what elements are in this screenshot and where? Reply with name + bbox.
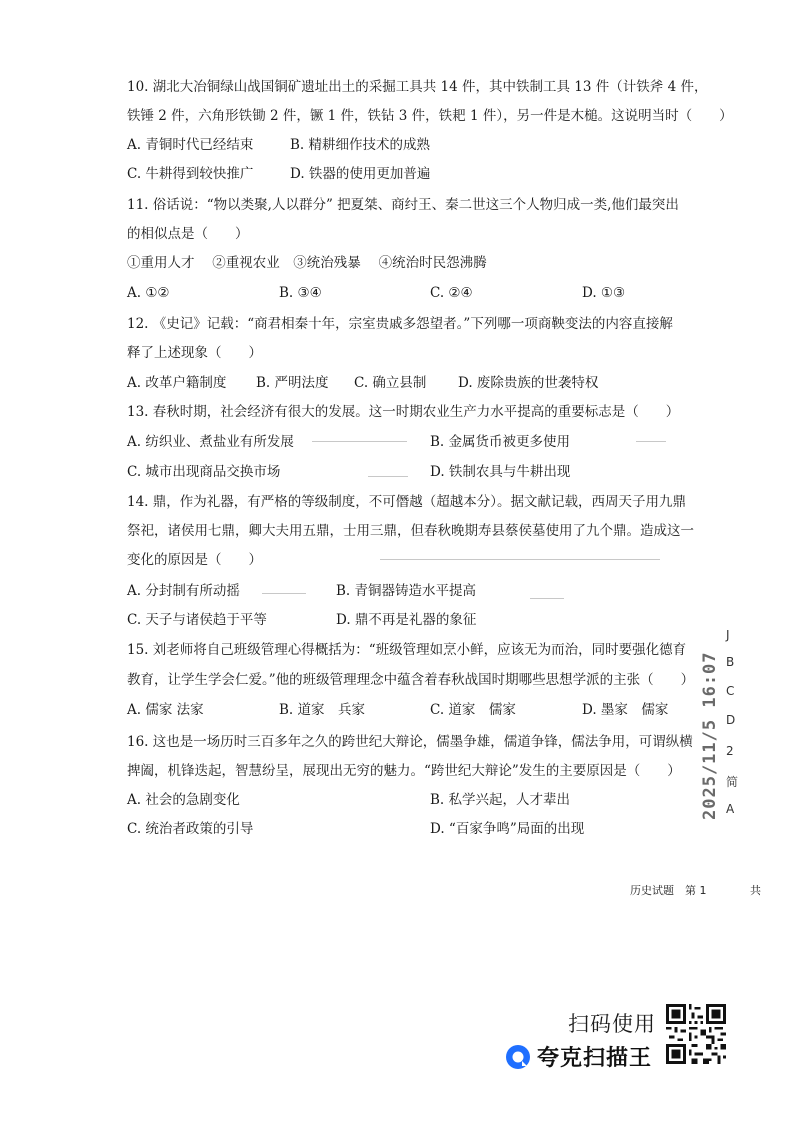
q10-line-2: 铁锤 2 件，六角形铁锄 2 件，镢 1 件，铁钻 3 件，铁耙 1 件），另一件是木槌。这说明当时（ ） [127,108,733,124]
q11-option-c[interactable]: C. ②④ [430,285,473,301]
q16-option-c[interactable]: C. 统治者政策的引导 [127,821,254,837]
scan-streak [530,598,564,599]
scan-to-use-text: 扫码使用 [568,1012,656,1036]
q14-line-3: 变化的原因是（ ） [127,552,262,568]
q13-line-1: 13. 春秋时期，社会经济有很大的发展。这一时期农业生产力水平提高的重要标志是（ ） [127,404,680,420]
q12-option-b[interactable]: B. 严明法度 [256,375,329,391]
edge-char: J [726,628,730,642]
q14-option-a[interactable]: A. 分封制有所动摇 [127,583,240,599]
q16-line-2: 捭阖，机锋迭起，智慧纷呈，展现出无穷的魅力。“跨世纪大辩论”发生的主要原因是（ ） [127,763,681,779]
q14-line-1: 14. 鼎，作为礼器，有严格的等级制度，不可僭越（超越本分）。据文献记载，西周天子用九鼎 [127,494,687,510]
scan-streak [262,593,306,594]
q14-line-2: 祭祀，诸侯用七鼎，卿大夫用五鼎，士用三鼎，但春秋晚期寿县蔡侯墓使用了九个鼎。造成这一 [127,523,694,539]
q13-option-b[interactable]: B. 金属货币被更多使用 [430,434,571,450]
scan-streak [380,559,660,560]
q15-option-d[interactable]: D. 墨家 儒家 [582,702,669,718]
q16-option-d[interactable]: D. “百家争鸣”局面的出现 [430,821,585,837]
edge-char: C [726,684,735,698]
scan-streak [368,476,408,477]
q13-option-a[interactable]: A. 纺织业、煮盐业有所发展 [127,434,294,450]
q10-option-a[interactable]: A. 青铜时代已经结束 [127,137,254,153]
q11-option-d[interactable]: D. ①③ [582,285,626,301]
q14-option-c[interactable]: C. 天子与诸侯趋于平等 [127,612,267,628]
brand-name: 夸克扫描王 [537,1046,653,1071]
q11-line-2: 的相似点是（ ） [127,226,249,242]
q16-line-1: 16. 这也是一场历时三百多年之久的跨世纪大辩论，儒墨争雄，儒道争锋，儒法争用，可谓纵横 [127,734,693,750]
edge-char: A [726,802,735,816]
q11-option-b[interactable]: B. ③④ [279,285,322,301]
q10-line-1: 10. 湖北大冶铜绿山战国铜矿遗址出土的采掘工具共 14 件，其中铁制工具 13 件（计铁斧 4 件， [127,79,708,95]
edge-char: D [726,713,736,727]
q11-option-a[interactable]: A. ①② [127,285,170,301]
q13-option-d[interactable]: D. 铁制农具与牛耕出现 [430,464,571,480]
scanner-brand [505,1041,652,1072]
edge-char: 2 [726,744,734,758]
q15-line-1: 15. 刘老师将自己班级管理心得概括为：“班级管理如烹小鲜，应该无为而治，同时要强化德育 [127,642,687,658]
q12-option-d[interactable]: D. 废除贵族的世袭特权 [458,375,599,391]
q14-option-b[interactable]: B. 青铜器铸造水平提高 [336,583,477,599]
q12-line-1: 12. 《史记》记载：“商君相秦十年，宗室贵戚多怨望者。”下列哪一项商鞅变法的内容直接解 [127,316,673,332]
edge-char: 简 [726,775,739,789]
q11-line-1: 11. 俗话说：“物以类聚,人以群分” 把夏桀、商纣王、秦二世这三个人物归成一类,他们最突出 [127,197,679,213]
q16-option-a[interactable]: A. 社会的急剧变化 [127,792,240,808]
footer-tail: 共 [750,884,761,897]
footer-label: 历史试题 第 1 [630,884,707,897]
q16-option-b[interactable]: B. 私学兴起，人才辈出 [430,792,571,808]
q15-option-c[interactable]: C. 道家 儒家 [430,702,516,718]
q15-line-2: 教育，让学生学会仁爱。”他的班级管理理念中蕴含着春秋战国时期哪些思想学派的主张（ ） [127,672,695,688]
q12-option-a[interactable]: A. 改革户籍制度 [127,375,227,391]
q14-option-d[interactable]: D. 鼎不再是礼器的象征 [336,612,477,628]
q10-option-d[interactable]: D. 铁器的使用更加普遍 [290,166,431,182]
q15-option-b[interactable]: B. 道家 兵家 [279,702,366,718]
q13-option-c[interactable]: C. 城市出现商品交换市场 [127,464,281,480]
q11-choices: ①重用人才 ②重视农业 ③统治残暴 ④统治时民怨沸腾 [127,255,487,271]
q10-option-b[interactable]: B. 精耕细作技术的成熟 [290,137,431,153]
scan-streak [312,441,407,442]
page-footer [630,882,761,898]
qr-code-icon[interactable] [666,1004,726,1064]
edge-char: B [726,655,735,669]
q12-line-2: 释了上述现象（ ） [127,345,262,361]
scan-streak [636,441,666,442]
q15-option-a[interactable]: A. 儒家 法家 [127,702,204,718]
q12-option-c[interactable]: C. 确立县制 [354,375,427,391]
q10-option-c[interactable]: C. 牛耕得到较快推广 [127,166,254,182]
quark-logo-icon [505,1044,531,1070]
timestamp-stamp: 2025/11/5 16:07 [700,651,720,820]
